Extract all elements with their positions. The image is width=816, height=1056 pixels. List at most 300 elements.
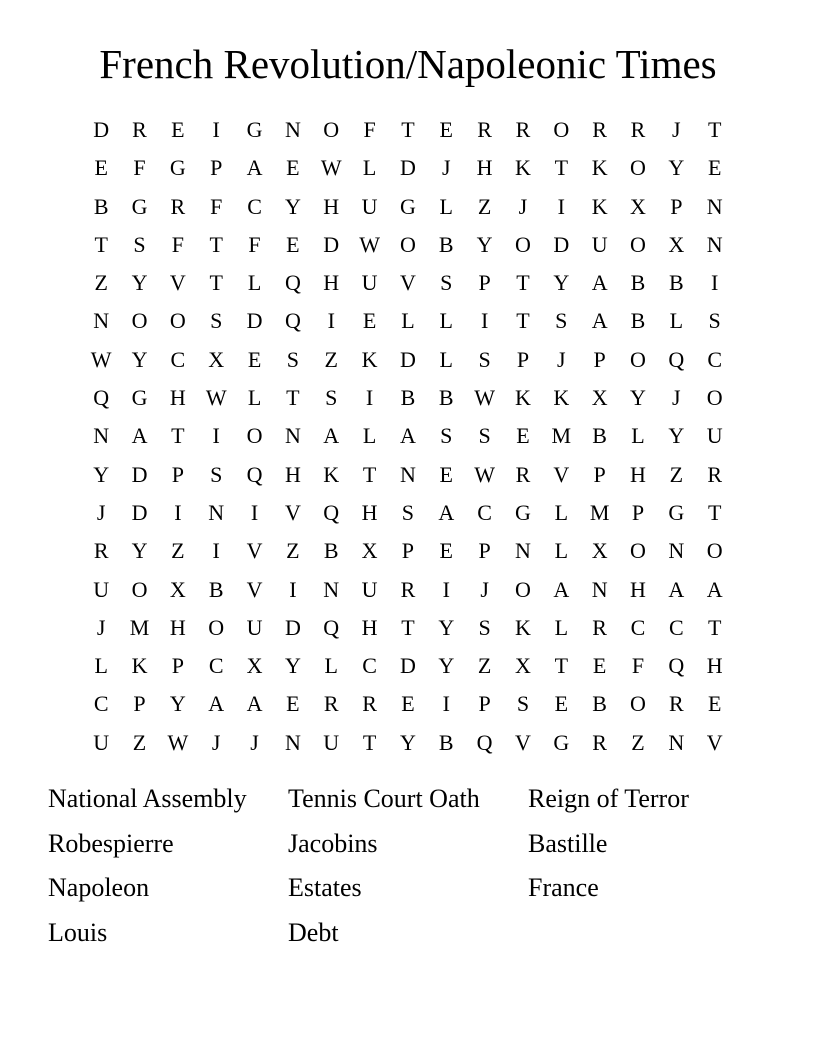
grid-letter[interactable]: V <box>169 270 186 296</box>
grid-letter[interactable]: Y <box>630 385 646 411</box>
grid-letter[interactable]: R <box>400 576 416 602</box>
grid-letter[interactable]: L <box>669 308 684 334</box>
grid-letter[interactable]: P <box>478 538 491 564</box>
grid-letter[interactable]: X <box>246 653 263 679</box>
grid-letter[interactable]: E <box>439 538 453 564</box>
grid-letter[interactable]: T <box>286 385 300 411</box>
grid-letter[interactable]: T <box>401 614 415 640</box>
word-bank <box>48 779 768 957</box>
grid-letter[interactable]: G <box>553 729 570 755</box>
word-bank-item: Bastille <box>528 828 608 858</box>
grid-letter[interactable]: J <box>557 346 566 372</box>
grid-letter[interactable]: X <box>169 576 186 602</box>
grid-letter[interactable]: G <box>399 193 416 219</box>
grid-letter[interactable]: R <box>515 461 531 487</box>
grid-letter[interactable]: V <box>553 461 570 487</box>
grid-letter[interactable]: O <box>246 423 263 449</box>
grid-letter[interactable]: C <box>208 653 224 679</box>
grid-letter[interactable]: A <box>591 308 608 334</box>
grid-letter[interactable]: N <box>668 729 685 755</box>
grid-letter[interactable]: B <box>592 691 607 717</box>
grid-letter[interactable]: A <box>208 691 225 717</box>
grid-letter[interactable]: R <box>93 538 109 564</box>
grid-letter[interactable]: C <box>668 614 684 640</box>
grid-letter[interactable]: L <box>324 653 338 679</box>
grid-letter[interactable]: D <box>93 117 110 142</box>
grid-letter[interactable]: C <box>707 346 723 372</box>
grid-letter[interactable]: I <box>289 576 297 602</box>
grid-letter[interactable]: B <box>668 270 684 296</box>
grid-letter[interactable]: K <box>515 155 531 181</box>
grid-letter[interactable]: B <box>630 308 646 334</box>
grid-letter[interactable]: U <box>246 614 263 640</box>
grid-letter[interactable]: Y <box>438 614 455 640</box>
grid-letter[interactable]: Y <box>668 155 685 181</box>
grid-letter[interactable]: Y <box>553 270 570 296</box>
grid-letter[interactable]: X <box>668 231 685 257</box>
grid-letter[interactable]: B <box>592 423 607 449</box>
grid-letter[interactable]: P <box>171 461 184 487</box>
grid-letter[interactable]: T <box>94 231 108 257</box>
grid-letter[interactable]: D <box>553 231 570 257</box>
grid-letter[interactable]: H <box>361 614 378 640</box>
grid-letter[interactable]: S <box>440 423 453 449</box>
grid-letter[interactable]: T <box>554 653 569 679</box>
grid-letter[interactable]: D <box>323 231 340 257</box>
grid-letter[interactable]: I <box>557 193 565 219</box>
grid-letter[interactable]: T <box>554 155 569 181</box>
grid-letter[interactable]: Q <box>284 308 301 334</box>
grid-letter[interactable]: L <box>362 155 377 181</box>
grid-letter[interactable]: R <box>362 691 377 717</box>
grid-letter[interactable]: W <box>90 346 112 372</box>
grid-letter[interactable]: O <box>208 614 225 640</box>
grid-letter[interactable]: Y <box>169 691 186 717</box>
grid-letter[interactable]: Y <box>131 346 148 372</box>
grid-letter[interactable]: O <box>630 538 646 564</box>
grid-letter[interactable]: K <box>591 193 608 219</box>
grid-row <box>82 302 734 340</box>
grid-letter[interactable]: B <box>438 385 454 411</box>
grid-letter[interactable]: U <box>361 576 378 602</box>
grid-letter[interactable]: L <box>554 538 569 564</box>
grid-letter[interactable]: Q <box>284 270 301 296</box>
grid-letter[interactable]: O <box>323 117 340 142</box>
grid-letter[interactable]: Q <box>668 653 685 679</box>
grid-letter[interactable]: Y <box>284 653 301 679</box>
grid-letter[interactable]: R <box>592 729 607 755</box>
grid-letter[interactable]: E <box>94 155 108 181</box>
grid-letter[interactable]: J <box>441 155 451 181</box>
grid-letter[interactable]: Y <box>668 423 685 449</box>
grid-letter[interactable]: O <box>515 576 531 602</box>
grid-letter[interactable]: C <box>362 653 377 679</box>
grid-letter[interactable]: Y <box>93 461 110 487</box>
grid-letter[interactable]: T <box>209 270 223 296</box>
grid-letter[interactable]: G <box>169 155 186 181</box>
grid-letter[interactable]: E <box>516 423 530 449</box>
grid-letter[interactable]: K <box>553 385 570 411</box>
grid-letter[interactable]: I <box>212 538 220 564</box>
grid-letter[interactable]: J <box>672 385 681 411</box>
grid-letter[interactable]: J <box>96 499 106 525</box>
grid-letter[interactable]: P <box>478 270 491 296</box>
grid-letter[interactable]: X <box>208 346 225 372</box>
grid-letter[interactable]: S <box>210 308 223 334</box>
grid-letter[interactable]: T <box>362 461 377 487</box>
grid-letter[interactable]: G <box>131 385 148 411</box>
grid-letter[interactable]: S <box>478 346 491 372</box>
grid-letter[interactable]: Y <box>399 729 416 755</box>
grid-letter[interactable]: F <box>363 117 376 142</box>
grid-letter[interactable]: E <box>592 653 607 679</box>
grid-letter[interactable]: B <box>438 729 454 755</box>
grid-letter[interactable]: G <box>131 193 148 219</box>
grid-letter[interactable]: G <box>515 499 531 525</box>
grid-letter[interactable]: P <box>516 346 530 372</box>
grid-letter[interactable]: I <box>327 308 335 334</box>
grid-letter[interactable]: M <box>589 499 610 525</box>
grid-letter[interactable]: F <box>631 653 645 679</box>
grid-letter[interactable]: I <box>711 270 719 296</box>
word-bank-item: Louis <box>48 917 108 947</box>
grid-letter[interactable]: S <box>210 461 223 487</box>
grid-letter[interactable]: P <box>478 691 491 717</box>
grid-letter[interactable]: C <box>247 193 262 219</box>
grid-letter[interactable]: A <box>323 423 340 449</box>
grid-letter[interactable]: O <box>706 538 723 564</box>
grid-letter[interactable]: E <box>401 691 415 717</box>
grid-letter[interactable]: G <box>246 117 263 142</box>
grid-letter[interactable]: O <box>630 346 646 372</box>
grid-letter[interactable]: R <box>323 691 339 717</box>
grid-letter[interactable]: H <box>169 385 186 411</box>
grid-letter[interactable]: V <box>246 538 263 564</box>
grid-letter[interactable]: X <box>361 538 378 564</box>
grid-letter[interactable]: N <box>668 538 685 564</box>
grid-letter[interactable]: E <box>707 691 722 717</box>
grid-letter[interactable]: Z <box>132 729 147 755</box>
grid-letter[interactable]: T <box>516 270 530 296</box>
grid-letter[interactable]: U <box>93 729 110 755</box>
grid-letter[interactable]: S <box>478 423 491 449</box>
grid-letter[interactable]: O <box>630 691 646 717</box>
grid-letter[interactable]: Z <box>631 729 645 755</box>
grid-letter[interactable]: U <box>323 729 340 755</box>
grid-letter[interactable]: F <box>248 231 261 257</box>
grid-letter[interactable]: C <box>630 614 646 640</box>
grid-letter[interactable]: H <box>630 461 646 487</box>
grid-letter[interactable]: D <box>131 461 148 487</box>
grid-letter[interactable]: O <box>706 385 723 411</box>
grid-letter[interactable]: N <box>284 729 301 755</box>
grid-letter[interactable]: B <box>630 270 646 296</box>
grid-letter[interactable]: W <box>205 385 227 411</box>
grid-letter[interactable]: U <box>591 231 608 257</box>
grid-letter[interactable]: J <box>96 614 106 640</box>
grid-letter[interactable]: G <box>668 499 685 525</box>
grid-letter[interactable]: T <box>171 423 185 449</box>
grid-letter[interactable]: Q <box>246 461 263 487</box>
grid-letter[interactable]: L <box>554 614 569 640</box>
grid-letter[interactable]: D <box>284 614 301 640</box>
grid-letter[interactable]: J <box>672 117 681 142</box>
grid-letter[interactable]: Y <box>438 653 455 679</box>
grid-row <box>82 724 734 762</box>
grid-letter[interactable]: R <box>515 117 531 142</box>
grid-letter[interactable]: A <box>246 155 263 181</box>
grid-letter[interactable]: O <box>553 117 570 142</box>
grid-letter[interactable]: A <box>131 423 148 449</box>
grid-letter[interactable]: Y <box>131 270 148 296</box>
grid-letter[interactable]: T <box>707 499 722 525</box>
grid-letter[interactable]: S <box>440 270 453 296</box>
grid-letter[interactable]: L <box>401 308 415 334</box>
grid-letter[interactable]: W <box>167 729 189 755</box>
grid-letter[interactable]: H <box>284 461 301 487</box>
grid-letter[interactable]: S <box>708 308 721 334</box>
grid-letter[interactable]: K <box>515 385 531 411</box>
grid-letter[interactable]: U <box>361 193 378 219</box>
grid-letter[interactable]: T <box>707 117 722 142</box>
grid-letter[interactable]: O <box>131 576 148 602</box>
grid-letter[interactable]: F <box>133 155 146 181</box>
grid-letter[interactable]: P <box>210 155 223 181</box>
grid-letter[interactable]: L <box>94 653 108 679</box>
grid-letter[interactable]: S <box>478 614 491 640</box>
grid-letter[interactable]: B <box>93 193 109 219</box>
grid-letter[interactable]: O <box>515 231 531 257</box>
letter-grid <box>82 111 734 762</box>
grid-letter[interactable]: M <box>129 614 150 640</box>
word-bank-item: Robespierre <box>48 828 174 858</box>
grid-row <box>82 647 734 685</box>
grid-letter[interactable]: I <box>212 423 220 449</box>
grid-letter[interactable]: J <box>480 576 489 602</box>
grid-letter[interactable]: D <box>246 308 263 334</box>
grid-letter[interactable]: E <box>439 461 453 487</box>
grid-letter[interactable]: A <box>399 423 416 449</box>
grid-letter[interactable]: S <box>401 499 415 525</box>
grid-letter[interactable]: S <box>555 308 568 334</box>
grid-letter[interactable]: N <box>284 423 301 449</box>
grid-letter[interactable]: W <box>474 461 495 487</box>
grid-letter[interactable]: X <box>591 385 608 411</box>
grid-letter[interactable]: Z <box>477 193 492 219</box>
grid-letter[interactable]: P <box>631 499 645 525</box>
grid-letter[interactable]: H <box>630 576 646 602</box>
grid-letter[interactable]: K <box>361 346 378 372</box>
grid-letter[interactable]: X <box>515 653 531 679</box>
grid-letter[interactable]: E <box>286 155 300 181</box>
grid-letter[interactable]: Z <box>286 538 300 564</box>
grid-letter[interactable]: N <box>399 461 416 487</box>
grid-letter[interactable]: J <box>518 193 528 219</box>
grid-letter[interactable]: I <box>212 117 220 142</box>
grid-letter[interactable]: X <box>630 193 646 219</box>
grid-letter[interactable]: E <box>707 155 722 181</box>
grid-letter[interactable]: Q <box>668 346 685 372</box>
grid-letter[interactable]: P <box>593 461 606 487</box>
grid-letter[interactable]: N <box>706 231 723 257</box>
grid-letter[interactable]: R <box>630 117 646 142</box>
grid-letter[interactable]: S <box>286 346 300 372</box>
grid-letter[interactable]: A <box>591 270 608 296</box>
grid-letter[interactable]: W <box>474 385 495 411</box>
grid-letter[interactable]: S <box>325 385 338 411</box>
grid-letter[interactable]: F <box>210 193 223 219</box>
grid-letter[interactable]: S <box>516 691 530 717</box>
grid-letter[interactable]: Q <box>323 614 340 640</box>
grid-letter[interactable]: L <box>554 499 569 525</box>
grid-letter[interactable]: T <box>362 729 377 755</box>
grid-letter[interactable]: Z <box>324 346 338 372</box>
grid-letter[interactable]: U <box>706 423 723 449</box>
grid-letter[interactable]: Y <box>476 231 493 257</box>
word-bank-item: Tennis Court Oath <box>288 784 480 813</box>
grid-letter[interactable]: E <box>171 117 185 142</box>
grid-letter[interactable]: H <box>361 499 378 525</box>
grid-letter[interactable]: V <box>284 499 301 525</box>
grid-letter[interactable]: L <box>439 193 453 219</box>
grid-letter[interactable]: E <box>362 308 377 334</box>
grid-letter[interactable]: P <box>171 653 184 679</box>
grid-letter[interactable]: Z <box>477 653 492 679</box>
grid-letter[interactable]: R <box>132 117 147 142</box>
grid-letter[interactable]: J <box>211 729 221 755</box>
grid-letter[interactable]: D <box>399 346 416 372</box>
grid-letter[interactable]: N <box>284 117 301 142</box>
grid-letter[interactable]: B <box>438 231 454 257</box>
grid-letter[interactable]: Y <box>284 193 301 219</box>
grid-letter[interactable]: D <box>399 155 416 181</box>
grid-letter[interactable]: H <box>323 270 340 296</box>
grid-letter[interactable]: V <box>515 729 531 755</box>
grid-letter[interactable]: Q <box>93 385 110 411</box>
grid-row <box>82 379 734 417</box>
grid-letter[interactable]: P <box>133 691 146 717</box>
grid-letter[interactable]: I <box>250 499 259 525</box>
grid-letter[interactable]: R <box>668 691 684 717</box>
grid-letter[interactable]: O <box>399 231 416 257</box>
grid-letter[interactable]: C <box>170 346 186 372</box>
grid-letter[interactable]: T <box>209 231 223 257</box>
grid-letter[interactable]: T <box>516 308 530 334</box>
grid-letter[interactable]: A <box>438 499 455 525</box>
grid-letter[interactable]: M <box>551 423 572 449</box>
grid-letter[interactable]: I <box>442 691 450 717</box>
grid-letter[interactable]: B <box>208 576 224 602</box>
grid-letter[interactable]: E <box>247 346 262 372</box>
grid-letter[interactable]: B <box>400 385 416 411</box>
grid-letter[interactable]: V <box>706 729 723 755</box>
grid-letter[interactable]: O <box>630 155 646 181</box>
grid-letter[interactable]: Q <box>323 499 340 525</box>
grid-row <box>82 456 734 494</box>
grid-letter[interactable]: D <box>399 653 416 679</box>
grid-letter[interactable]: V <box>246 576 263 602</box>
grid-letter[interactable]: U <box>93 576 110 602</box>
grid-letter[interactable]: E <box>554 691 569 717</box>
grid-letter[interactable]: A <box>706 576 723 602</box>
grid-letter[interactable]: S <box>133 231 146 257</box>
grid-letter[interactable]: U <box>361 270 378 296</box>
grid-letter[interactable]: K <box>323 461 340 487</box>
grid-letter[interactable]: R <box>170 193 186 219</box>
grid-letter[interactable]: C <box>93 691 109 717</box>
grid-letter[interactable]: Q <box>476 729 493 755</box>
grid-letter[interactable]: P <box>593 346 606 372</box>
grid-letter[interactable]: L <box>362 423 377 449</box>
grid-letter[interactable]: F <box>171 231 184 257</box>
grid-letter[interactable]: K <box>131 653 148 679</box>
grid-letter[interactable]: K <box>591 155 608 181</box>
grid-letter[interactable]: A <box>246 691 263 717</box>
grid-letter[interactable]: E <box>286 691 300 717</box>
grid-letter[interactable]: I <box>442 576 450 602</box>
grid-letter[interactable]: J <box>250 729 259 755</box>
grid-letter[interactable]: H <box>706 653 723 679</box>
grid-letter[interactable]: I <box>174 499 182 525</box>
grid-letter[interactable]: L <box>247 270 262 296</box>
grid-letter[interactable]: K <box>515 614 531 640</box>
grid-letter[interactable]: N <box>93 308 110 334</box>
grid-letter[interactable]: X <box>591 538 608 564</box>
grid-letter[interactable]: N <box>515 538 531 564</box>
grid-letter[interactable]: R <box>477 117 492 142</box>
grid-letter[interactable]: H <box>169 614 186 640</box>
grid-letter[interactable]: W <box>320 155 342 181</box>
grid-letter[interactable]: B <box>323 538 339 564</box>
grid-letter[interactable]: O <box>131 308 148 334</box>
grid-letter[interactable]: N <box>323 576 340 602</box>
grid-letter[interactable]: R <box>592 614 607 640</box>
grid-letter[interactable]: P <box>670 193 683 219</box>
grid-letter[interactable]: Y <box>131 538 148 564</box>
grid-letter[interactable]: Z <box>94 270 108 296</box>
grid-letter[interactable]: N <box>93 423 110 449</box>
grid-letter[interactable]: N <box>208 499 225 525</box>
grid-letter[interactable]: L <box>439 346 453 372</box>
grid-letter[interactable]: Z <box>669 461 684 487</box>
grid-letter[interactable]: T <box>401 117 415 142</box>
grid-letter[interactable]: T <box>707 614 722 640</box>
grid-letter[interactable]: N <box>591 576 608 602</box>
grid-letter[interactable]: Z <box>171 538 185 564</box>
grid-letter[interactable]: O <box>630 231 646 257</box>
grid-letter[interactable]: O <box>169 308 186 334</box>
grid-letter[interactable]: I <box>365 385 374 411</box>
grid-letter[interactable]: L <box>247 385 262 411</box>
grid-letter[interactable]: A <box>553 576 570 602</box>
grid-letter[interactable]: C <box>477 499 492 525</box>
grid-letter[interactable]: E <box>286 231 300 257</box>
grid-letter[interactable]: L <box>439 308 453 334</box>
grid-letter[interactable]: H <box>323 193 340 219</box>
grid-letter[interactable]: A <box>668 576 685 602</box>
grid-letter[interactable]: P <box>401 538 415 564</box>
grid-letter[interactable]: R <box>592 117 607 142</box>
grid-letter[interactable]: H <box>476 155 493 181</box>
grid-letter[interactable]: N <box>706 193 723 219</box>
grid-letter[interactable]: W <box>359 231 380 257</box>
grid-letter[interactable]: V <box>399 270 416 296</box>
grid-letter[interactable]: E <box>439 117 453 142</box>
grid-letter[interactable]: R <box>707 461 723 487</box>
grid-letter[interactable]: D <box>131 499 148 525</box>
grid-letter[interactable]: L <box>631 423 645 449</box>
grid-letter[interactable]: I <box>480 308 489 334</box>
